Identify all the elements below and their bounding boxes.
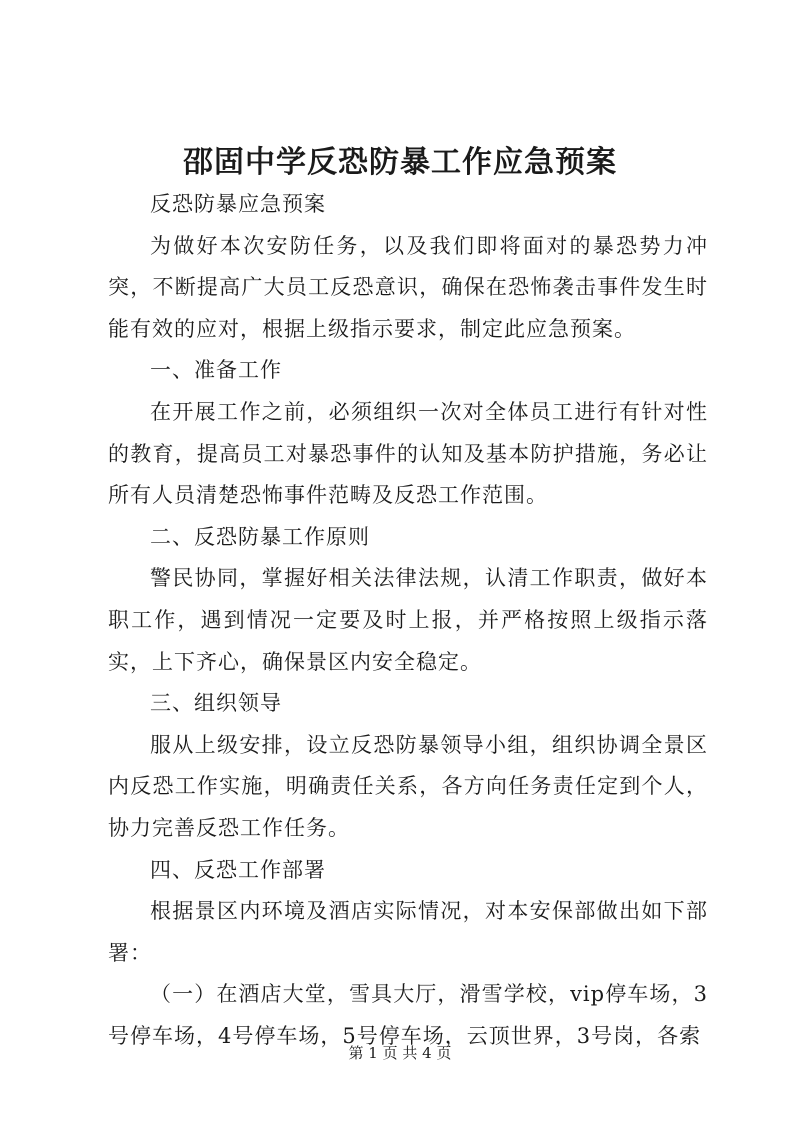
paragraph-intro: 为做好本次安防任务，以及我们即将面对的暴恐势力冲突，不断提高广大员工反恐意识，确保在恐怖袭击事件发生时能有效的应对，根据上级指示要求，制定此应急预案。 [108, 233, 708, 341]
section-heading-leadership: 三、组织领导 [150, 691, 282, 716]
page-footer: 第 1 页 共 4 页 [348, 1044, 452, 1062]
paragraph-preparation: 在开展工作之前，必须组织一次对全体员工进行有针对性的教育，提高员工对暴恐事件的认知及基本防护措施，务必让所有人员清楚恐怖事件范畴及反恐工作范围。 [108, 399, 708, 508]
paragraph-deployment-item-1: （一）在酒店大堂，雪具大厅，滑雪学校，vip停车场，3号停车场，4号停车场，5号停车场，云顶世界，3号岗，各索 [108, 982, 708, 1048]
paragraph-leadership: 服从上级安排，设立反恐防暴领导小组，组织协调全景区内反恐工作实施，明确责任关系，各方向任务责任定到个人，协力完善反恐工作任务。 [108, 732, 708, 840]
document-body [108, 184, 708, 1057]
section-heading-deployment: 四、反恐工作部署 [150, 857, 326, 882]
section-heading-preparation: 一、准备工作 [150, 358, 282, 383]
paragraph-deployment-intro: 根据景区内环境及酒店实际情况，对本安保部做出如下部署： [108, 899, 708, 965]
section-heading-principles: 二、反恐防暴工作原则 [150, 524, 370, 549]
paragraph-principles: 警民协同，掌握好相关法律法规，认清工作职责，做好本职工作，遇到情况一定要及时上报，并严格按照上级指示落实，上下齐心，确保景区内安全稳定。 [108, 566, 708, 674]
document-title: 邵固中学反恐防暴工作应急预案 [183, 145, 617, 180]
paragraph-subtitle: 反恐防暴应急预案 [150, 192, 326, 216]
